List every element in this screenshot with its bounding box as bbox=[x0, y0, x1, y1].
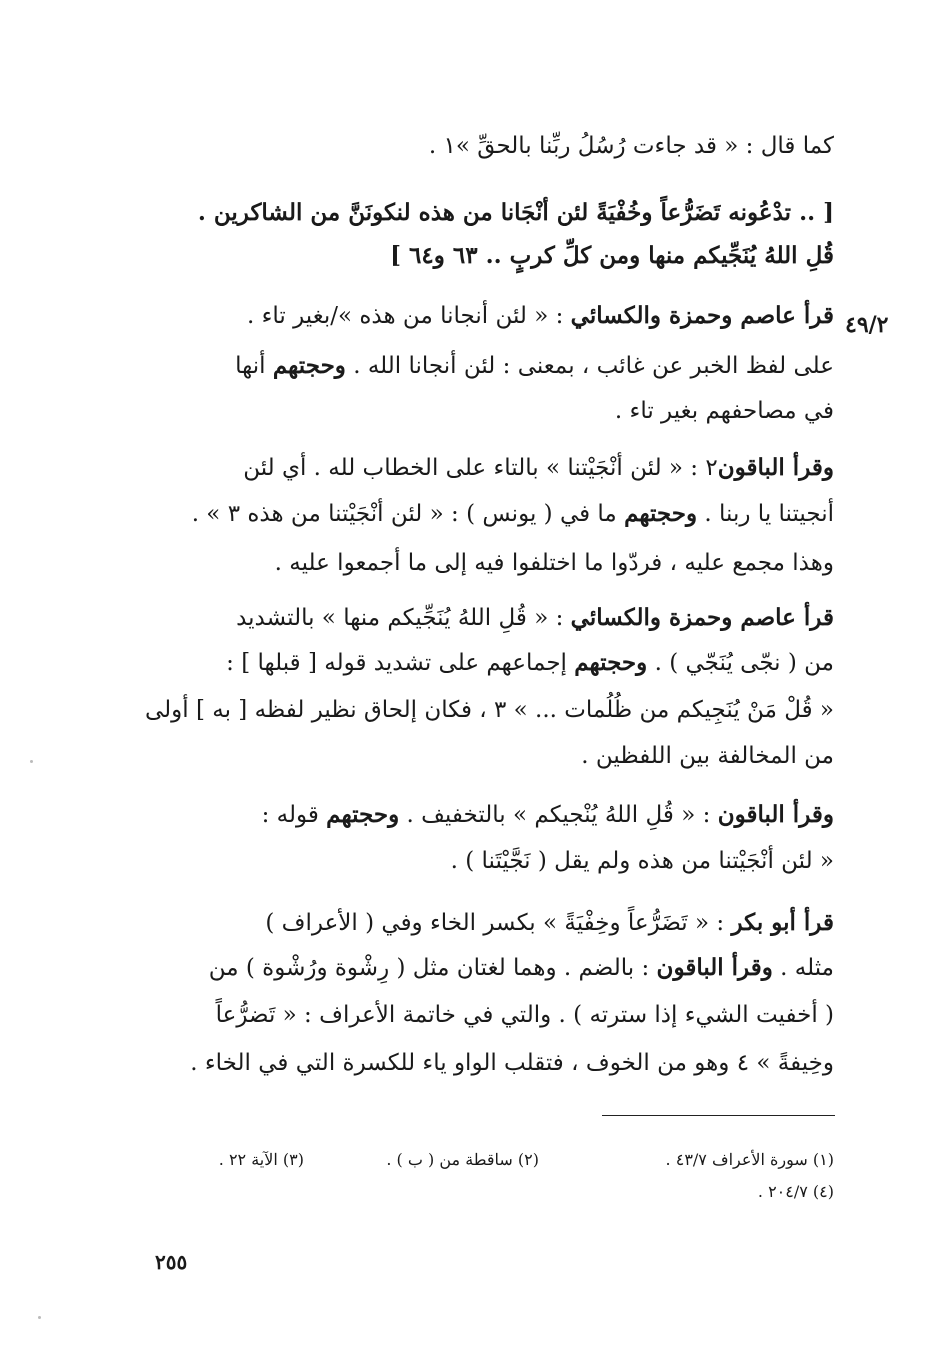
bold-term: وقرأ الباقون bbox=[717, 801, 834, 828]
paragraph-2-line-1 bbox=[164, 450, 834, 486]
text-run: ما في ( يونس ) : « لئن أنْجَيْتنا من هذه ٣ » . bbox=[191, 501, 625, 527]
footnote-2: (٢) ساقطة من ( ب ) . bbox=[386, 1150, 539, 1169]
bold-term: وحجتهم bbox=[624, 500, 698, 527]
text-run: : « تَضَرُّعاً وخِفْيَةً » بكسر الخاء وفي ( الأعراف ) bbox=[265, 910, 732, 936]
bold-term: قرأ عاصم وحمزة والكسائي bbox=[570, 604, 834, 631]
paragraph-1-line-2 bbox=[164, 348, 834, 384]
text-run: : « قُلِ اللهُ يُنَجِّيكم منها » بالتشديد bbox=[236, 605, 571, 631]
paragraph-3-line-3 bbox=[144, 692, 834, 728]
paragraph-2-line-2 bbox=[164, 496, 834, 532]
text-run: أنجيتنا يا ربنا . bbox=[697, 501, 834, 527]
paragraph-5-line-2 bbox=[164, 950, 834, 986]
footnote-rule bbox=[602, 1115, 835, 1116]
text-run: وخِيفةً » ٤ وهو من الخوف ، فتقلب الواو ياء للكسرة التي في الخاء . bbox=[190, 1050, 834, 1076]
text-run: وهذا مجمع عليه ، فردّوا ما اختلفوا فيه إلى ما أجمعوا عليه . bbox=[274, 550, 834, 576]
paragraph-5-line-1 bbox=[164, 905, 834, 941]
text-run: « قُلْ مَنْ يُنَجِيكم من ظُلُمات ... » ٣ ، فكان إلحاق نظير لفظه [ به ] أولى bbox=[144, 697, 834, 723]
text-run: على لفظ الخبر عن غائب ، بمعنى : لئن أنجانا الله . bbox=[345, 353, 834, 379]
text-run: « لئن أنْجَيْتنا من هذه ولم يقل ( نَجَّيْتَنا ) . bbox=[450, 848, 834, 874]
footnote-4: (٤) ٢٠٤/٧ . bbox=[757, 1182, 834, 1201]
bold-term: وحجتهم bbox=[272, 352, 346, 379]
paragraph-1-line-3 bbox=[164, 393, 834, 429]
bold-term: قرأ عاصم وحمزة والكسائي bbox=[570, 302, 834, 329]
quote-line: كما قال : « قد جاءت رُسُلُ ربِّنا بالحقِّ »١ . bbox=[428, 133, 834, 159]
footnote-1: (١) سورة الأعراف ٤٣/٧ . bbox=[665, 1150, 834, 1169]
margin-number: ٤٩/٢ bbox=[845, 312, 889, 338]
bold-term: وقرأ الباقون bbox=[717, 454, 834, 481]
text-run: من ( نجّى يُنَجّي ) . bbox=[647, 650, 834, 676]
bold-term: قرأ أبو بكر bbox=[731, 909, 834, 936]
bold-term: وحجتهم bbox=[326, 801, 400, 828]
bold-term: وقرأ الباقون bbox=[656, 954, 773, 981]
text-run: ( أخفيت الشيء إذا سترته ) . والتي في خاتمة الأعراف : « تَضرُّعاً bbox=[215, 1002, 834, 1028]
paragraph-3-line-1 bbox=[164, 600, 834, 636]
text-run: إجماعهم على تشديد قوله [ قبلها ] : bbox=[226, 650, 575, 676]
paragraph-5-line-4 bbox=[164, 1045, 834, 1081]
paragraph-2-line-3 bbox=[164, 545, 834, 581]
text-run: من المخالفة بين اللفظين . bbox=[581, 743, 834, 769]
text-run: في مصاحفهم بغير تاء . bbox=[614, 398, 834, 424]
text-run: مثله . bbox=[772, 955, 834, 981]
text-run: : « لئن أنجانا من هذه »/بغير تاء . bbox=[246, 303, 571, 329]
text-run: : « قُلِ اللهُ يُنْجيكم » بالتخفيف . bbox=[399, 802, 718, 828]
text-run: : بالضم . وهما لغتان مثل ( رِشْوة ورُشْوة ) من bbox=[208, 955, 657, 981]
bold-term: وحجتهم bbox=[574, 649, 648, 676]
verse-line-2: قُلِ اللهُ يُنَجِّيكم منها ومن كلِّ كربٍ .. ٦٣ و٦٤ ] bbox=[390, 242, 834, 269]
paragraph-3-line-4 bbox=[164, 738, 834, 774]
paragraph-5-line-3 bbox=[164, 997, 834, 1033]
footnote-3: (٣) الآية ٢٢ . bbox=[218, 1150, 304, 1169]
scan-speck bbox=[38, 1316, 41, 1319]
verse-line-1: [ .. تدْعُونه تَضَرُّعاً وخُفْيَةً لئن أنْجَانا من هذه لنكونَنَّ من الشاكرين . bbox=[197, 199, 834, 226]
paragraph-4-line-1 bbox=[164, 797, 834, 833]
paragraph-4-line-2 bbox=[164, 843, 834, 879]
text-run: قوله : bbox=[261, 802, 327, 828]
scan-speck bbox=[30, 760, 33, 763]
paragraph-3-line-2 bbox=[164, 645, 834, 681]
text-run: أنها bbox=[235, 353, 273, 379]
text-run: ٢ : « لئن أنْجَيْتنا » بالتاء على الخطاب لله . أي لئن bbox=[243, 455, 718, 481]
page-number: ٢٥٥ bbox=[155, 1250, 188, 1274]
paragraph-1-line-1 bbox=[164, 298, 834, 334]
